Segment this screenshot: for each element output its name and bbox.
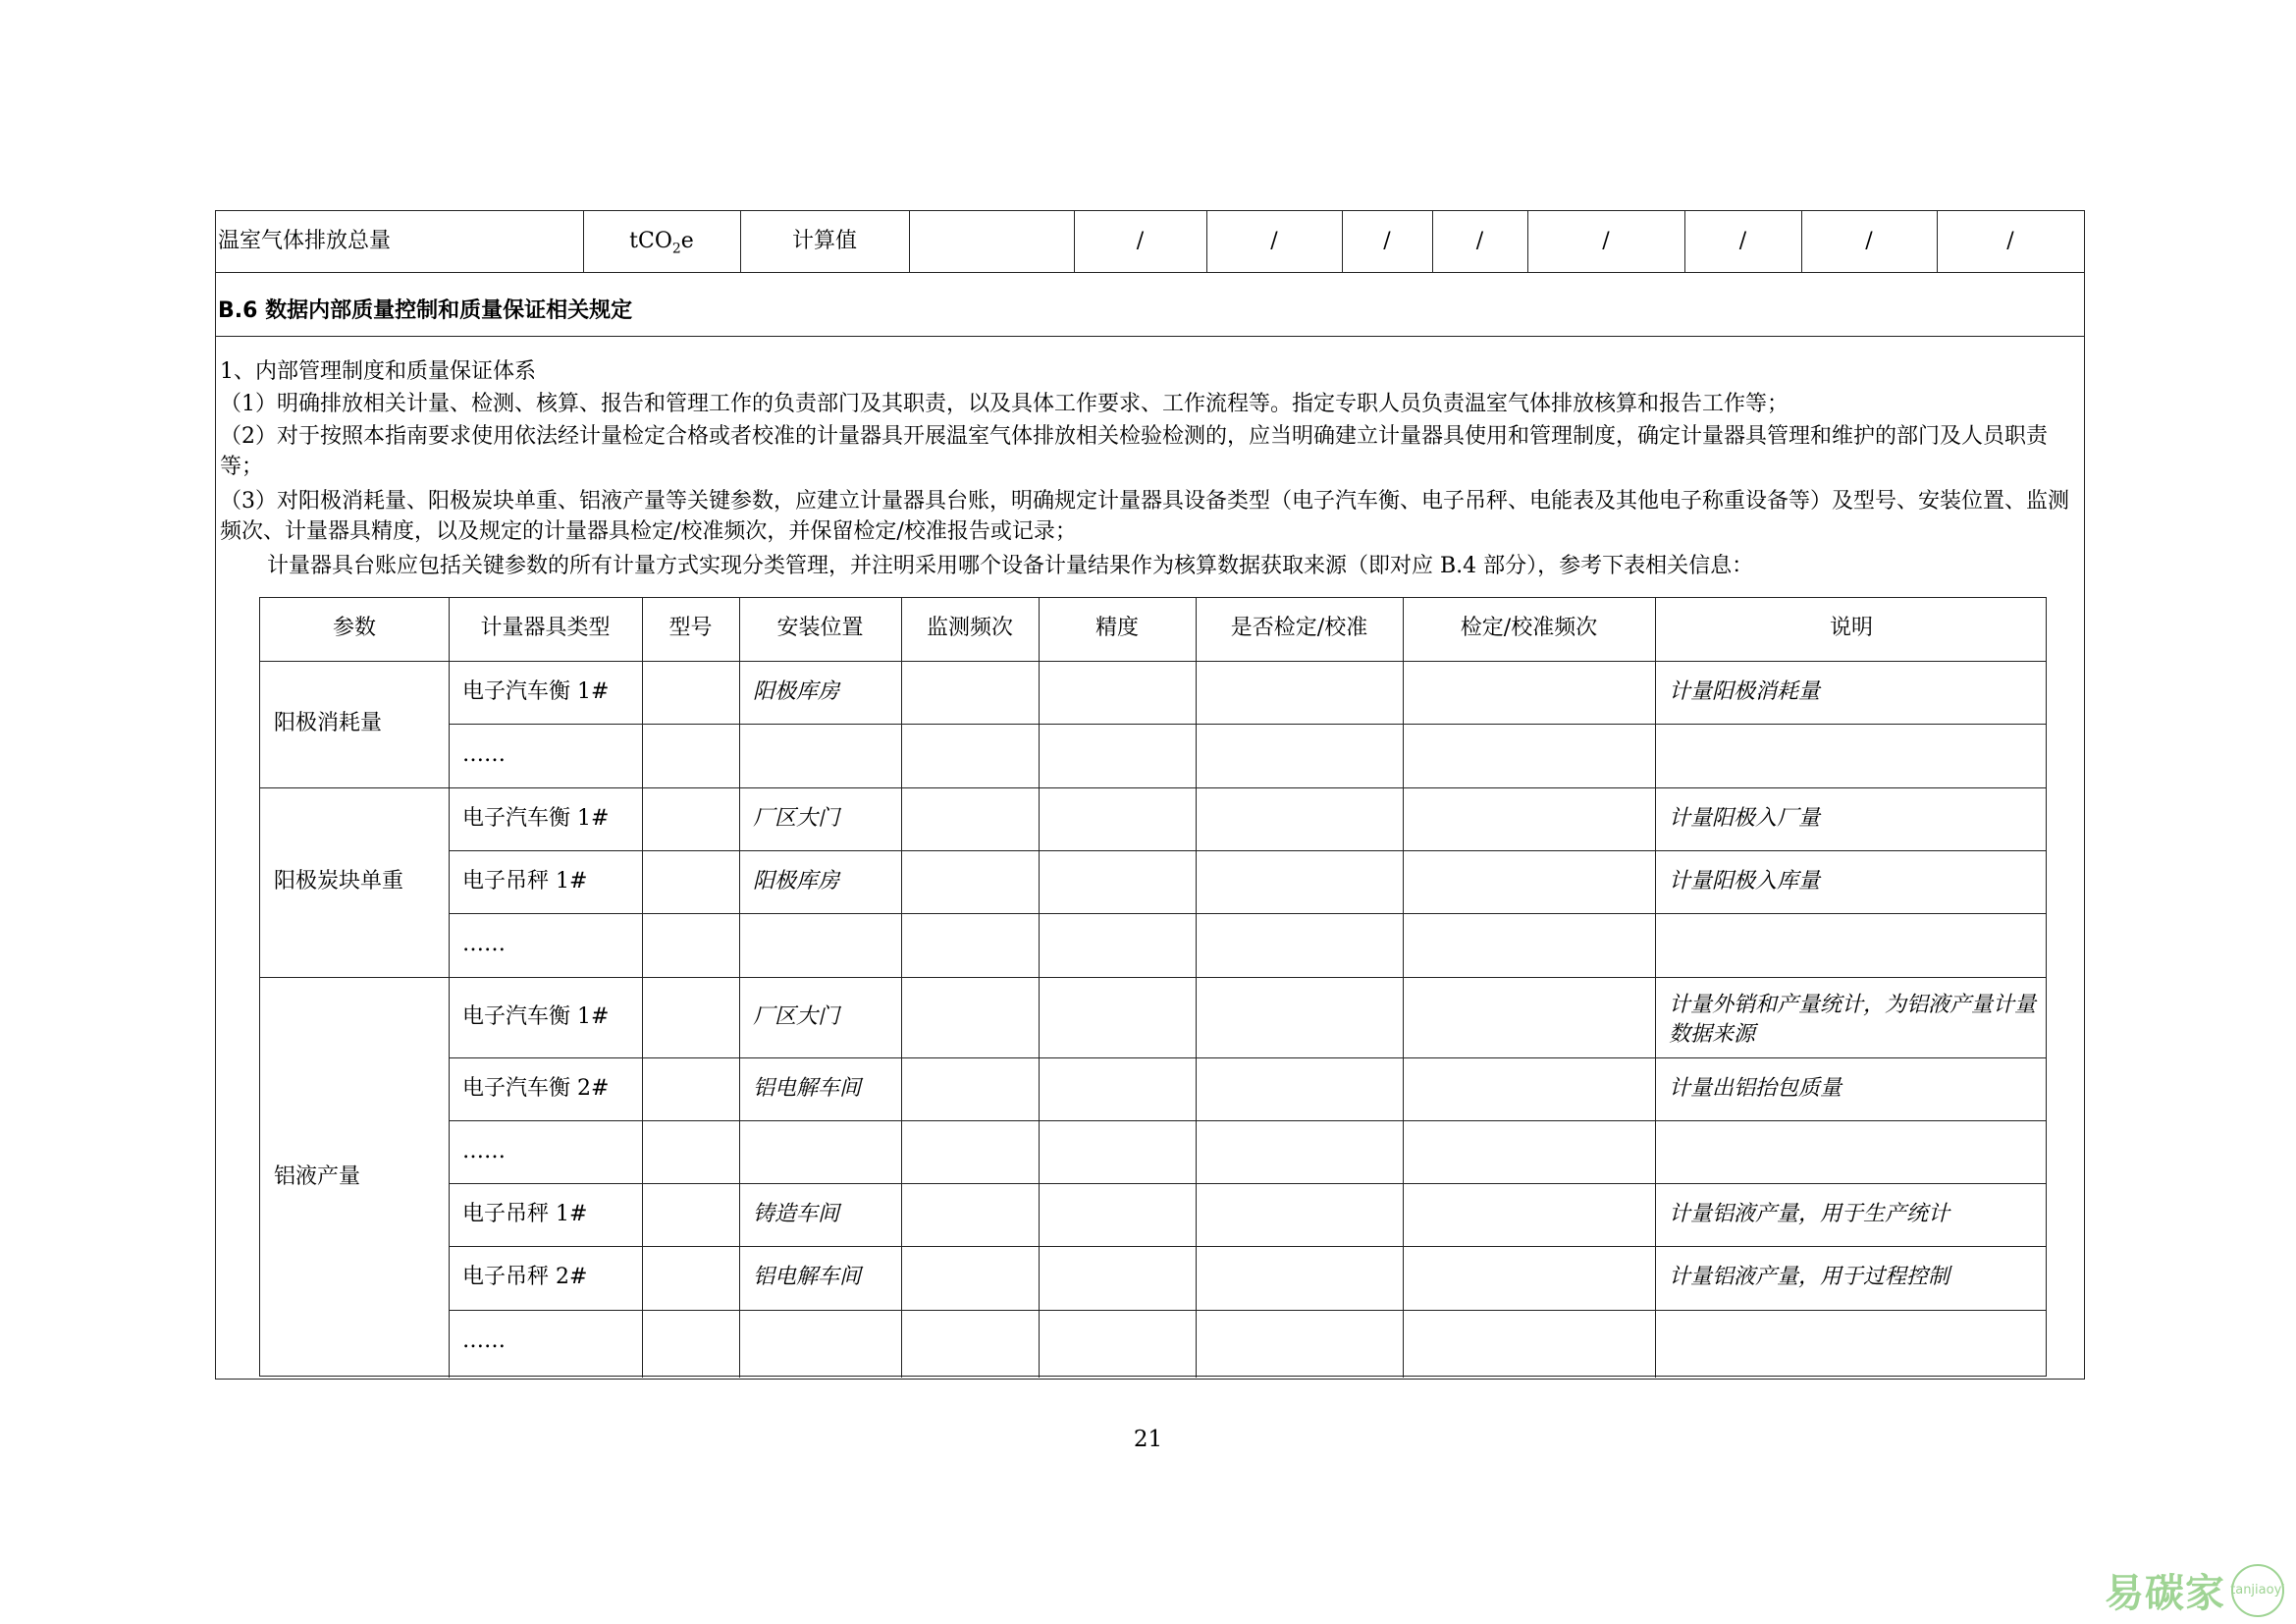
paragraph: 计量器具台账应包括关键参数的所有计量方式实现分类管理，并注明采用哪个设备计量结果作为核算数据获取来源（即对应 B.4 部分），参考下表相关信息： <box>267 554 1754 578</box>
instrument-type: 电子汽车衡 1# <box>462 679 610 704</box>
install-location: 阳极库房 <box>753 869 840 893</box>
col-divider <box>739 598 740 1378</box>
header-calibrated: 是否检定/校准 <box>1230 616 1368 640</box>
row-divider <box>449 1120 2046 1121</box>
note-cell: 计量阳极入厂量 <box>1669 806 1821 831</box>
note-cell: 计量阳极入库量 <box>1669 869 1821 893</box>
col-divider <box>642 598 643 1378</box>
install-location: 厂区大门 <box>753 1004 840 1029</box>
summary-slash: / <box>2006 229 2014 253</box>
instrument-type: 电子吊秤 1# <box>462 869 588 893</box>
row-divider <box>260 787 2046 788</box>
row-divider <box>449 913 2046 914</box>
row-divider <box>216 336 2084 337</box>
header-precision: 精度 <box>1095 616 1139 640</box>
install-location: 厂区大门 <box>753 806 840 831</box>
note-cell: 计量外销和产量统计，为铝液产量计量数据来源 <box>1669 993 2037 1047</box>
paragraph: 1、内部管理制度和质量保证体系 <box>220 359 536 384</box>
col-divider <box>901 598 902 1378</box>
instrument-type: 电子汽车衡 1# <box>462 1004 610 1029</box>
header-note: 说明 <box>1829 616 1873 640</box>
section-title: B.6 数据内部质量控制和质量保证相关规定 <box>218 298 633 323</box>
summary-slash: / <box>1383 229 1391 253</box>
row-divider <box>216 272 2084 273</box>
header-location: 安装位置 <box>776 616 864 640</box>
instrument-type: 电子吊秤 2# <box>462 1265 588 1289</box>
row-divider <box>260 661 2046 662</box>
instrument-type: 电子汽车衡 1# <box>462 806 610 831</box>
document-frame <box>215 210 2085 1380</box>
col-divider <box>1196 598 1197 1378</box>
header-type: 计量器具类型 <box>480 616 611 640</box>
col-divider <box>1039 598 1040 1378</box>
instrument-type: 电子吊秤 1# <box>462 1202 588 1226</box>
watermark-logo <box>2105 1562 2284 1618</box>
summary-slash: / <box>1738 229 1747 253</box>
install-location: 铸造车间 <box>753 1202 840 1226</box>
row-divider <box>449 724 2046 725</box>
install-location: 铝电解车间 <box>753 1265 862 1289</box>
summary-slash: / <box>1602 229 1610 253</box>
instrument-type: …… <box>462 932 506 956</box>
summary-slash: / <box>1270 229 1278 253</box>
header-model: 型号 <box>668 616 713 640</box>
instrument-type: …… <box>462 1139 506 1164</box>
summary-label: 温室气体排放总量 <box>218 229 392 253</box>
note-cell: 计量铝液产量，用于生产统计 <box>1669 1202 1950 1226</box>
col-divider <box>1655 598 1656 1378</box>
instrument-ledger-table <box>259 597 2047 1377</box>
summary-slash: / <box>1865 229 1873 253</box>
instrument-type: 电子汽车衡 2# <box>462 1076 610 1101</box>
paragraph: （3）对阳极消耗量、阳极炭块单重、铝液产量等关键参数，应建立计量器具台账，明确规定计量器具设备类型（电子汽车衡、电子吊秤、电能表及其他电子称重设备等）及型号、安装位置、监测频次、计量器具精度，以及规定的计量器具检定/校准频次，并保留检定/校准报告或记录； <box>220 489 2070 544</box>
param-cell: 铝液产量 <box>274 1164 361 1189</box>
watermark-text: 易碳家 <box>2105 1571 2225 1616</box>
instrument-type: …… <box>462 1328 506 1353</box>
col-divider <box>1403 598 1404 1378</box>
watermark-badge-icon: tanjiaoyi <box>2231 1564 2284 1617</box>
row-divider <box>449 1183 2046 1184</box>
paragraph: （2）对于按照本指南要求使用依法经计量检定合格或者校准的计量器具开展温室气体排放相关检验检测的，应当明确建立计量器具使用和管理制度，确定计量器具管理和维护的部门及人员职责等； <box>220 424 2049 479</box>
summary-slash: / <box>1136 229 1145 253</box>
summary-method: 计算值 <box>791 229 857 253</box>
header-calibration-frequency: 检定/校准频次 <box>1460 616 1598 640</box>
summary-unit: tCO$_2$e <box>629 229 694 257</box>
install-location: 阳极库房 <box>753 679 840 704</box>
paragraph: （1）明确排放相关计量、检测、核算、报告和管理工作的负责部门及其职责，以及具体工作要求、工作流程等。指定专职人员负责温室气体排放核算和报告工作等； <box>220 392 1789 416</box>
note-cell: 计量阳极消耗量 <box>1669 679 1821 704</box>
header-frequency: 监测频次 <box>926 616 1013 640</box>
row-divider <box>449 1310 2046 1311</box>
col-divider <box>909 211 910 272</box>
row-divider <box>260 977 2046 978</box>
row-divider <box>449 850 2046 851</box>
row-divider <box>449 1057 2046 1058</box>
instrument-type: …… <box>462 742 506 767</box>
summary-slash: / <box>1475 229 1484 253</box>
col-divider <box>449 598 450 1378</box>
note-cell: 计量出铝抬包质量 <box>1669 1076 1842 1101</box>
param-cell: 阳极消耗量 <box>274 711 383 735</box>
note-cell: 计量铝液产量，用于过程控制 <box>1669 1265 1950 1289</box>
page-number: 21 <box>1133 1427 1163 1452</box>
param-cell: 阳极炭块单重 <box>274 869 404 893</box>
row-divider <box>449 1246 2046 1247</box>
install-location: 铝电解车间 <box>753 1076 862 1101</box>
header-param: 参数 <box>332 616 376 640</box>
